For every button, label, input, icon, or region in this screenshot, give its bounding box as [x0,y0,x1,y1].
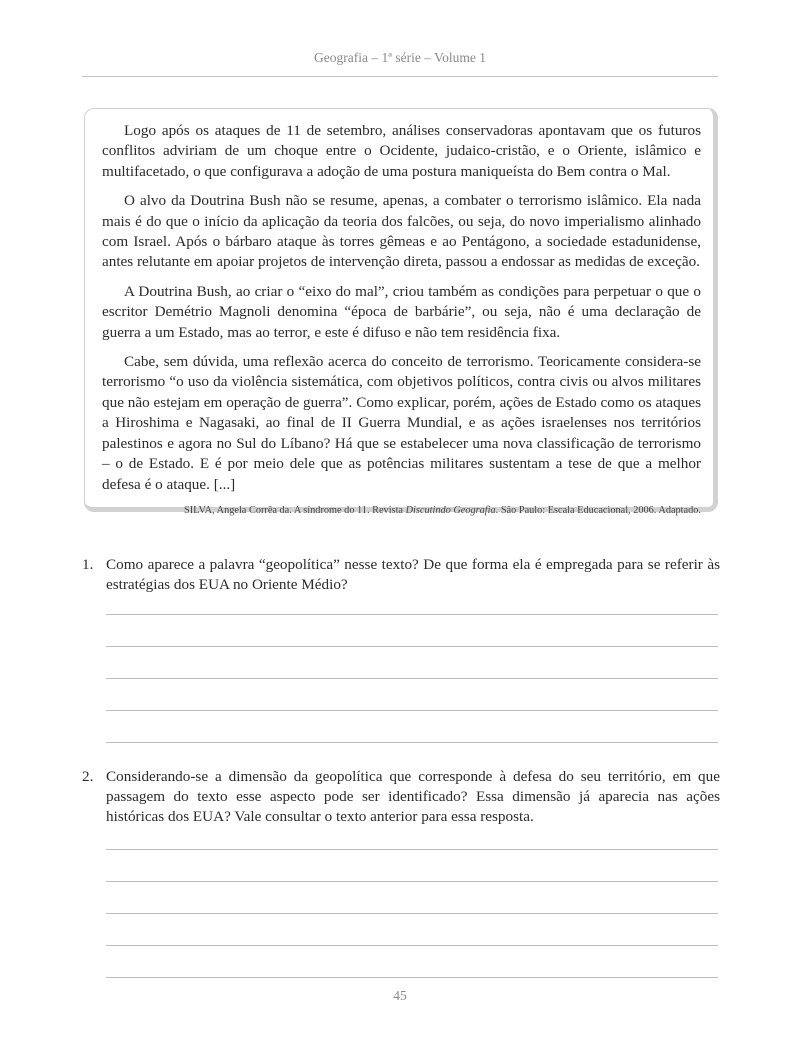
question-2-answer-line-4[interactable] [106,945,718,946]
question-2 [82,767,720,827]
running-header: Geografia – 1ª série – Volume 1 [314,50,486,65]
question-1-answer-line-5[interactable] [106,742,718,743]
question-1-text-block [82,555,720,595]
header-rule [82,76,718,77]
question-2-answer-line-5[interactable] [106,977,718,978]
page-number: 45 [393,988,407,1003]
question-1-answer-line-3[interactable] [106,678,718,679]
citation-publisher: . São Paulo: Escala Educacional, 2006. Adaptado. [495,504,701,516]
question-2-text: Considerando-se a dimensão da geopolítica que corresponde à defesa do seu território, em que passagem do texto esse aspecto pode ser identificado? Essa dimensão já aparecia nas ações históricas dos EUA? Vale consultar o texto anterior para essa resposta. [106,768,720,825]
question-1-text: Como aparece a palavra “geopolítica” nesse texto? De que forma ela é empregada para se referir às estratégias dos EUA no Oriente Médio? [106,556,720,593]
question-2-answer-line-2[interactable] [106,881,718,882]
question-1-answer-line-1[interactable] [106,614,718,615]
question-2-text-block [82,767,720,827]
question-1-number: 1. [82,556,94,573]
excerpt-paragraph-4: Cabe, sem dúvida, uma reflexão acerca do conceito de terrorismo. Teoricamente considera-se terrorismo “o uso da violência sistemática, com objetivos políticos, contra civis ou alvos militares que não estejam em operação de guerra”. Como explicar, porém, ações de Estado como os ataques a Hiroshima e Nagasaki, ao final de II Guerra Mundial, e as ações israelenses nos territórios palestinos e agora no Sul do Líbano? Há que se estabelecer uma nova classificação de terrorismo – o de Estado. E é por meio dele que as potências militares sustentam a tese de que a melhor defesa é o ataque. [...] [102,353,701,493]
excerpt-citation [102,504,701,518]
question-1-answer-line-2[interactable] [106,646,718,647]
question-2-answer-line-3[interactable] [106,913,718,914]
excerpt-box [84,108,718,516]
excerpt-paragraph-3: A Doutrina Bush, ao criar o “eixo do mal”, criou também as condições para perpetuar o que o escritor Demétrio Magnoli denomina “época de barbárie”, ou seja, não é uma declaração de guerra a um Estado, mas ao terror, e este é difuso e não tem residência fixa. [102,282,701,341]
question-2-number: 2. [82,768,94,785]
excerpt-paragraph-2: O alvo da Doutrina Bush não se resume, apenas, a combater o terrorismo islâmico. Ela nada mais é do que o início da aplicação da teoria dos falcões, ou seja, do novo imperialismo alinhado com Israel. Após o bárbaro ataque às torres gêmeas e ao Pentágono, a sociedade estadunidense, antes relutante em apoiar projetos de intervenção direta, passou a endossar as medidas de exceção. [102,192,701,271]
citation-author-title: SILVA, Angela Corrêa da. A síndrome do 11. Revista [184,504,406,516]
citation-journal: Discutindo Geografia [405,504,496,516]
excerpt-paragraph-1: Logo após os ataques de 11 de setembro, análises conservadoras apontavam que os futuros conflitos adviriam de um choque entre o Ocidente, judaico-cristão, e o Oriente, islâmico e multifacetado, o que configurava a adoção de uma postura maniqueísta do Bem contra o Mal. [102,122,701,180]
question-1 [82,555,720,595]
question-1-answer-line-4[interactable] [106,710,718,711]
question-2-answer-line-1[interactable] [106,849,718,850]
